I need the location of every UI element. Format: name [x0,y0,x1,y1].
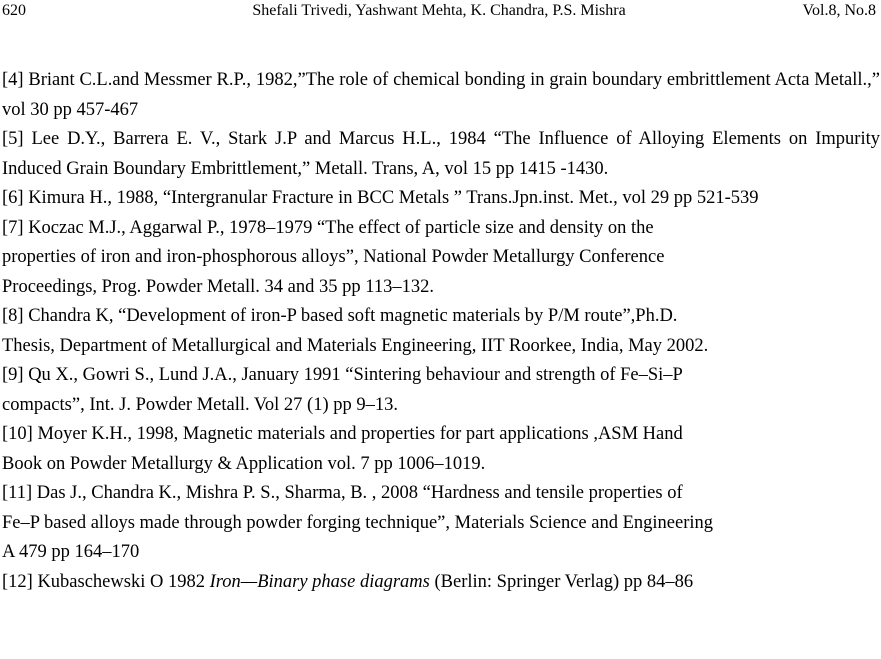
header-authors: Shefali Trivedi, Yashwant Mehta, K. Chandra, P.S. Mishra [252,2,626,19]
reference-line: [11] Das J., Chandra K., Mishra P. S., Sharma, B. , 2008 “Hardness and tensile properties of [2,483,683,503]
reference-8 [2,302,880,361]
reference-list [2,66,880,597]
reference-line: [10] Moyer K.H., 1998, Magnetic materials and properties for part applications ,ASM Hand [2,424,683,444]
reference-9 [2,361,880,420]
reference-line: Thesis, Department of Metallurgical and Materials Engineering, IIT Roorkee, India, May 2002. [2,335,709,356]
reference-prefix: [12] Kubaschewski O 1982 [2,571,210,592]
reference-suffix: (Berlin: Springer Verlag) pp 84–86 [429,571,694,592]
reference-line: [9] Qu X., Gowri S., Lund J.A., January 1991 “Sintering behaviour and strength of Fe–Si–P [2,365,683,385]
reference-10 [2,420,880,479]
reference-6: [6] Kimura H., 1988, “Intergranular Fracture in BCC Metals ” Trans.Jpn.inst. Met., vol 29 pp 521-539 [2,188,759,208]
reference-line: Fe–P based alloys made through powder forging technique”, Materials Science and Engineering [2,512,714,533]
reference-line: Proceedings, Prog. Powder Metall. 34 and 35 pp 113–132. [2,276,434,297]
reference-line: compacts”, Int. J. Powder Metall. Vol 27 (1) pp 9–13. [2,394,398,415]
reference-line: [8] Chandra K, “Development of iron-P based soft magnetic materials by P/M route”,Ph.D. [2,306,678,326]
reference-4: [4] Briant C.L.and Messmer R.P., 1982,”The role of chemical bonding in grain boundary embrittlement Acta Metall.,” vol 30 pp 457-467 [2,70,880,120]
reference-11 [2,479,880,568]
reference-5: [5] Lee D.Y., Barrera E. V., Stark J.P and Marcus H.L., 1984 “The Influence of Alloying Elements on Impurity Induced Grain Boundary Embrittlement,” Metall. Trans, A, vol 15 pp 1415 -1430. [2,129,880,179]
header-volume: Vol.8, No.8 [802,2,876,19]
reference-line: A 479 pp 164–170 [2,542,140,562]
reference-line [2,568,880,598]
reference-line: properties of iron and iron-phosphorous alloys”, National Powder Metallurgy Conference [2,247,665,267]
reference-line: [7] Koczac M.J., Aggarwal P., 1978–1979 “The effect of particle size and density on the [2,217,654,238]
reference-7 [2,214,880,303]
reference-line: Book on Powder Metallurgy & Application vol. 7 pp 1006–1019. [2,453,486,474]
reference-title-italic: Iron—Binary phase diagrams [209,571,430,592]
running-header [2,0,876,22]
reference-12 [2,568,880,598]
page-number: 620 [2,2,26,19]
